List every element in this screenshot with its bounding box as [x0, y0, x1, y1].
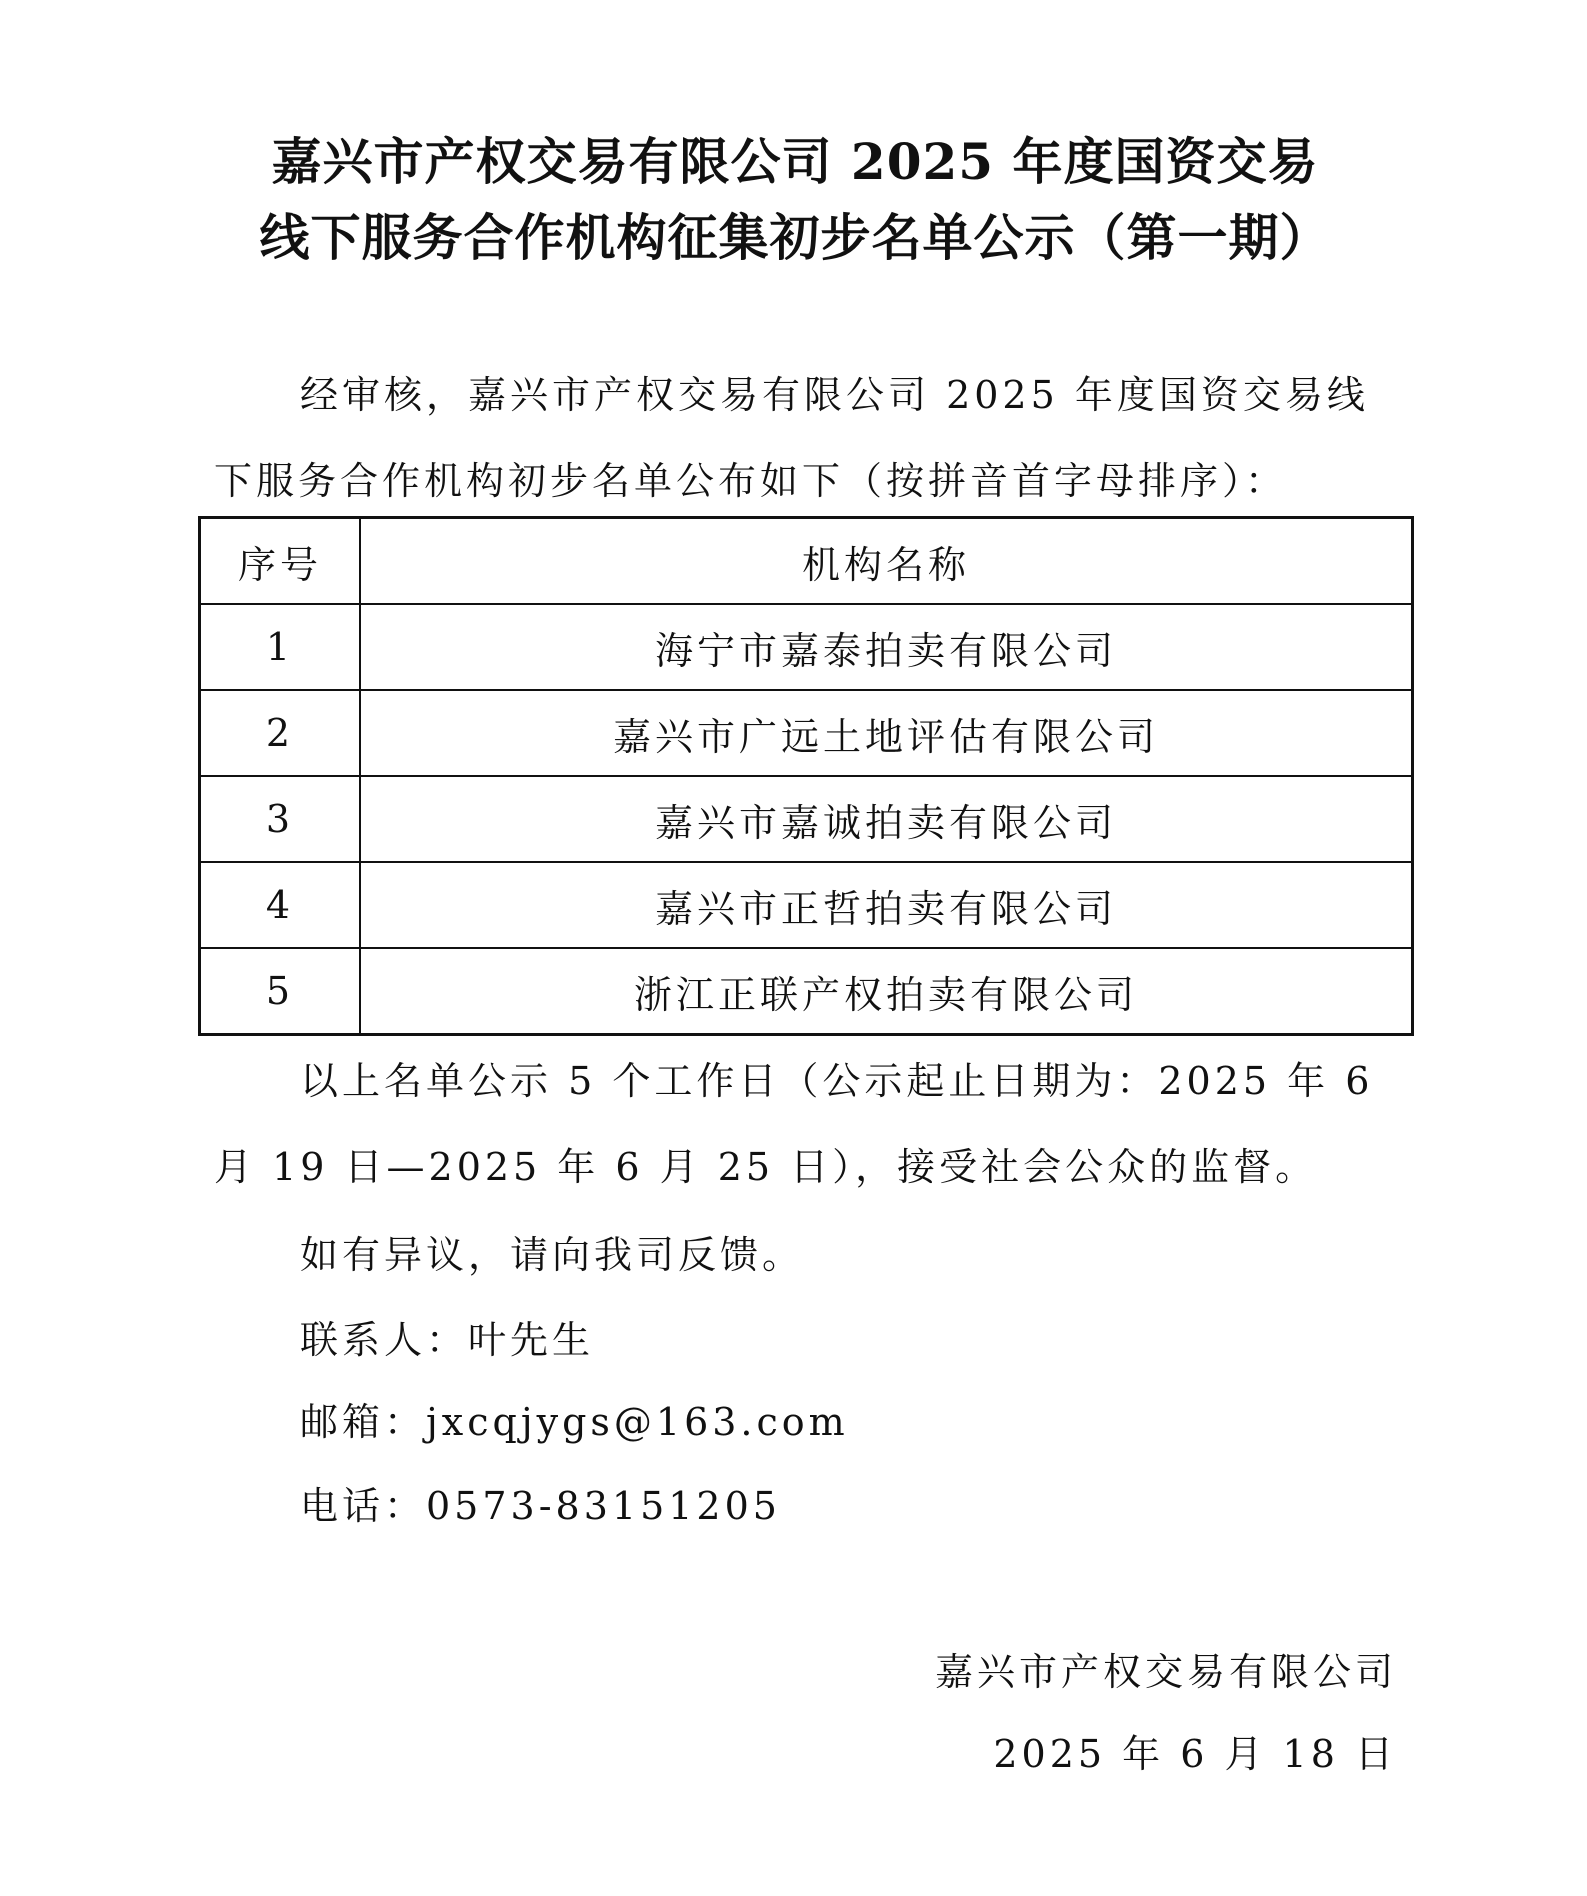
- contact-person-line: 联系人：叶先生: [300, 1318, 595, 1362]
- table-row: [200, 690, 1413, 776]
- row-institution-name: 嘉兴市广远土地评估有限公司: [360, 690, 1413, 776]
- signature-date: 2025 年 6 月 18 日: [993, 1732, 1397, 1776]
- row-number: 2: [200, 690, 361, 776]
- institution-table: [198, 516, 1414, 1036]
- row-number: 5: [200, 948, 361, 1035]
- row-number: 1: [200, 604, 361, 690]
- phone-line: 电话：0573-83151205: [300, 1484, 781, 1528]
- row-institution-name: 嘉兴市正哲拍卖有限公司: [360, 862, 1413, 948]
- row-institution-name: 浙江正联产权拍卖有限公司: [360, 948, 1413, 1035]
- signature-organization: 嘉兴市产权交易有限公司: [934, 1650, 1397, 1694]
- document-title-line-2: 线下服务合作机构征集初步名单公示（第一期）: [259, 208, 1331, 267]
- header-institution-name: 机构名称: [360, 518, 1413, 605]
- row-number: 3: [200, 776, 361, 862]
- table-row: [200, 948, 1413, 1035]
- row-number: 4: [200, 862, 361, 948]
- document-title-line-1: 嘉兴市产权交易有限公司 2025 年度国资交易: [271, 132, 1319, 191]
- publicity-notice-paragraph: 以上名单公示 5 个工作日（公示起止日期为：2025 年 6 月 19 日—2025 年 6 月 25 日），接受社会公众的监督。: [214, 1059, 1374, 1189]
- row-institution-name: 海宁市嘉泰拍卖有限公司: [360, 604, 1413, 690]
- intro-paragraph: 经审核，嘉兴市产权交易有限公司 2025 年度国资交易线下服务合作机构初步名单公布如下（按拼音首字母排序）：: [214, 373, 1369, 503]
- table-row: [200, 862, 1413, 948]
- table-header-row: [200, 518, 1413, 605]
- objection-line: 如有异议，请向我司反馈。: [300, 1233, 805, 1277]
- header-serial-number: 序号: [200, 518, 361, 605]
- table-row: [200, 604, 1413, 690]
- email-line: 邮箱：jxcqjygs@163.com: [300, 1400, 849, 1444]
- row-institution-name: 嘉兴市嘉诚拍卖有限公司: [360, 776, 1413, 862]
- table-row: [200, 776, 1413, 862]
